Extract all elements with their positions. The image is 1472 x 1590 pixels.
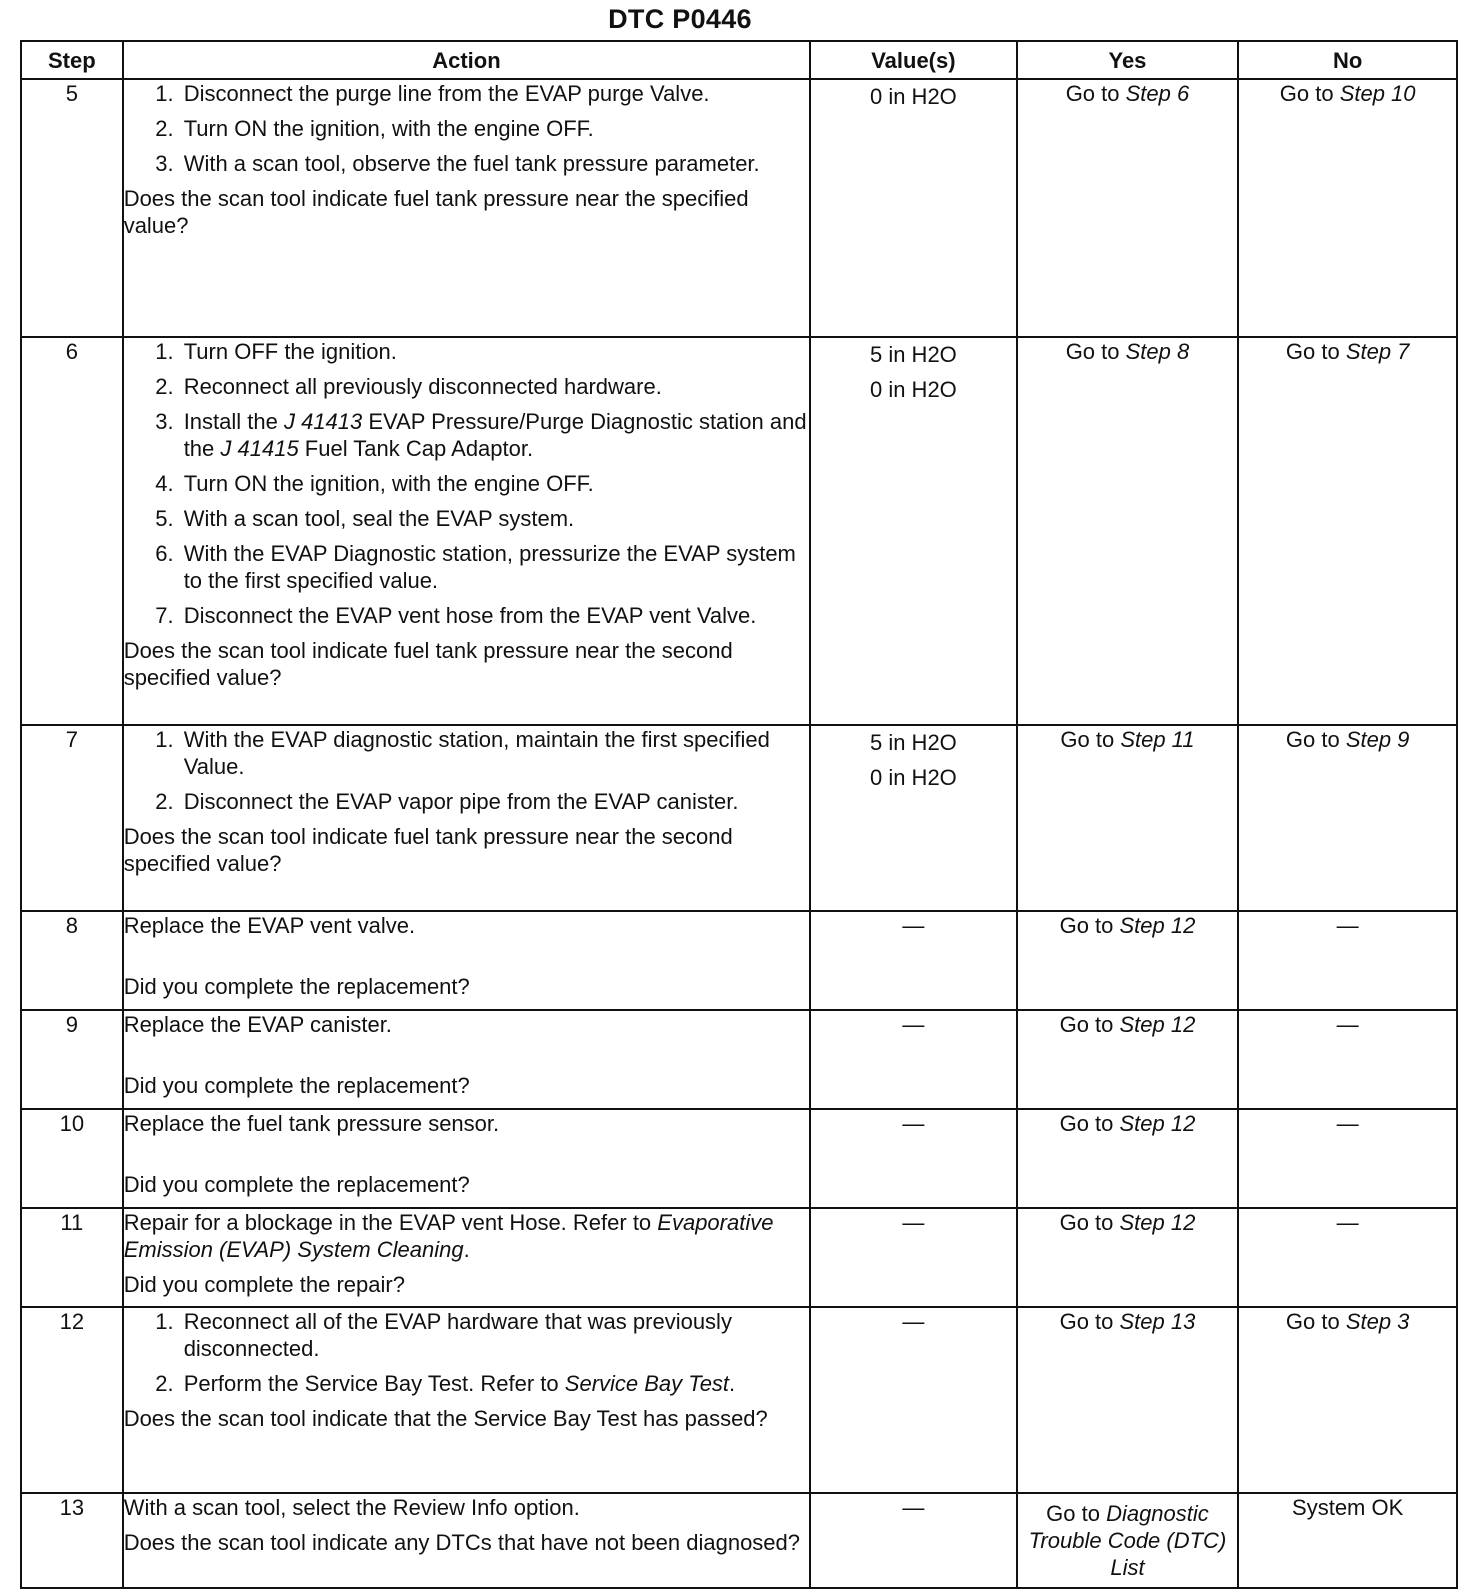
system-ok-text: System OK [1292,1495,1404,1520]
table-row [21,1208,1457,1307]
header-row [21,41,1457,79]
no-step-link[interactable]: Step 7 [1345,339,1410,364]
values-cell [810,1010,1016,1109]
no-cell [1238,725,1457,911]
yes-prefix: Go to [1046,1501,1107,1526]
header-yes: Yes [1017,41,1239,79]
yes-cell [1017,1109,1239,1208]
action-step: 7. Disconnect the EVAP vent hose from the EVAP vent Valve. [180,602,809,629]
value-dash: — [902,913,925,938]
yes-cell [1017,911,1239,1010]
step-number: 5 [21,79,123,337]
no-step-link[interactable]: Step 3 [1345,1309,1410,1334]
step-number: 11 [21,1208,123,1307]
step-number: 9 [21,1010,123,1109]
action-cell [123,911,810,1010]
step-text: EVAP Pressure/Purge Diagnostic station and the [183,409,807,461]
action-cell [123,1307,810,1493]
no-cell [1238,1109,1457,1208]
action-question: Does the scan tool indicate any DTCs that have not been diagnosed? [123,1530,801,1555]
value-dash: — [902,1210,925,1235]
no-cell [1238,911,1457,1010]
table-row [21,337,1457,725]
no-step-link[interactable]: Step 10 [1339,81,1416,106]
yes-cell [1017,1307,1239,1493]
value-text: 0 in H2O [869,377,957,402]
action-question: Does the scan tool indicate that the Service Bay Test has passed? [123,1406,768,1431]
table-row [21,1010,1457,1109]
no-dash: — [1336,1210,1359,1235]
table-row [21,725,1457,911]
no-cell [1238,79,1457,337]
yes-step-link[interactable]: Step 12 [1119,1210,1196,1235]
values-cell [810,1307,1016,1493]
action-cell [123,1010,810,1109]
values-cell [810,79,1016,337]
value-dash: — [902,1111,925,1136]
step-text: . [729,1371,736,1396]
step-text: Install the [183,409,284,434]
action-text-part: Repair for a blockage in the EVAP vent Hose. Refer to [123,1210,658,1235]
yes-cell [1017,79,1239,337]
action-text: With a scan tool, select the Review Info option. [123,1495,580,1520]
values-cell [810,337,1016,725]
yes-step-link[interactable]: Step 12 [1119,913,1196,938]
action-step: 2. Disconnect the EVAP vapor pipe from the EVAP canister. [180,788,809,815]
value-dash: — [902,1495,925,1520]
action-cell [123,725,810,911]
no-cell [1238,337,1457,725]
value-text: 5 in H2O [869,342,957,367]
yes-cell [1017,1493,1239,1588]
action-cell [123,1493,810,1588]
step-text: Perform the Service Bay Test. Refer to [183,1371,565,1396]
action-step: 2. Reconnect all previously disconnected hardware. [180,373,809,400]
table-row [21,1493,1457,1588]
yes-step-link[interactable]: Step 8 [1125,339,1190,364]
action-cell [123,337,810,725]
table-row [21,1307,1457,1493]
value-dash: — [902,1309,925,1334]
action-steps [124,726,809,815]
values-cell [810,911,1016,1010]
yes-prefix: Go to [1059,1111,1120,1136]
value-dash: — [902,1012,925,1037]
action-step: 4. Turn ON the ignition, with the engine OFF. [180,470,809,497]
yes-prefix: Go to [1060,727,1121,752]
yes-step-link[interactable]: Step 12 [1119,1111,1196,1136]
no-step-link[interactable]: Step 9 [1345,727,1410,752]
value-text: 5 in H2O [869,730,957,755]
action-cell [123,79,810,337]
action-step: 2. Turn ON the ignition, with the engine OFF. [180,115,809,142]
action-text-part: . [463,1237,470,1262]
step-number: 13 [21,1493,123,1588]
yes-cell [1017,1010,1239,1109]
values-cell [810,725,1016,911]
dtc-procedure-table [20,40,1458,1589]
yes-cell [1017,1208,1239,1307]
step-text: Fuel Tank Cap Adaptor. [298,436,534,461]
step-number: 7 [21,725,123,911]
action-text [124,1209,809,1263]
page-title: DTC P0446 [608,4,752,34]
no-dash: — [1336,1012,1359,1037]
yes-prefix: Go to [1065,339,1126,364]
step-number: 10 [21,1109,123,1208]
no-dash: — [1336,913,1359,938]
action-question: Did you complete the replacement? [123,1073,470,1098]
action-text: Replace the fuel tank pressure sensor. [123,1111,500,1136]
action-steps [124,1308,809,1397]
no-prefix: Go to [1285,727,1346,752]
action-text: Replace the EVAP canister. [123,1012,392,1037]
yes-prefix: Go to [1059,913,1120,938]
action-text: Replace the EVAP vent valve. [123,913,416,938]
action-question: Does the scan tool indicate fuel tank pressure near the specified value? [123,186,749,238]
dtc-list-link[interactable]: Diagnostic Trouble Code (DTC) List [1028,1501,1227,1580]
action-cell [123,1208,810,1307]
yes-prefix: Go to [1059,1012,1120,1037]
action-step: 5. With a scan tool, seal the EVAP system. [180,505,809,532]
tool-ref: J 41413 [283,409,363,434]
action-question: Did you complete the replacement? [123,974,470,999]
yes-step-link[interactable]: Step 12 [1119,1012,1196,1037]
no-dash: — [1336,1111,1359,1136]
table-row [21,79,1457,337]
header-step: Step [21,41,123,79]
no-cell [1238,1493,1457,1588]
no-cell [1238,1208,1457,1307]
reference-link[interactable]: Evaporative Emission (EVAP) System Cleaning [123,1210,774,1262]
action-question: Does the scan tool indicate fuel tank pressure near the second specified value? [123,824,733,876]
no-prefix: Go to [1285,1309,1346,1334]
step-number: 12 [21,1307,123,1493]
yes-step-link[interactable]: Step 6 [1125,81,1190,106]
action-steps [124,80,809,177]
action-step: 1. Disconnect the purge line from the EVAP purge Valve. [180,80,809,107]
values-cell [810,1208,1016,1307]
action-step: 3. With a scan tool, observe the fuel tank pressure parameter. [180,150,809,177]
table-row [21,1109,1457,1208]
yes-step-link[interactable]: Step 13 [1119,1309,1196,1334]
action-steps [124,338,809,629]
action-step: 6. With the EVAP Diagnostic station, pressurize the EVAP system to the first specified value. [180,540,809,594]
step-number: 8 [21,911,123,1010]
action-step: 1. With the EVAP diagnostic station, maintain the first specified Value. [180,726,809,780]
yes-prefix: Go to [1065,81,1126,106]
step-number: 6 [21,337,123,725]
no-cell [1238,1307,1457,1493]
header-action: Action [123,41,810,79]
action-step: 1. Turn OFF the ignition. [180,338,809,365]
reference-link[interactable]: Service Bay Test [564,1371,730,1396]
value-text: 0 in H2O [869,84,957,109]
header-values: Value(s) [810,41,1016,79]
yes-cell [1017,337,1239,725]
action-question: Did you complete the replacement? [123,1172,470,1197]
table-row [21,911,1457,1010]
yes-prefix: Go to [1059,1309,1120,1334]
action-step [180,408,809,462]
tool-ref: J 41415 [220,436,299,461]
action-cell [123,1109,810,1208]
no-prefix: Go to [1285,339,1346,364]
action-question: Did you complete the repair? [123,1272,405,1297]
action-step [180,1370,809,1397]
value-text: 0 in H2O [869,765,957,790]
values-cell [810,1493,1016,1588]
yes-step-link[interactable]: Step 11 [1120,727,1195,752]
no-cell [1238,1010,1457,1109]
values-cell [810,1109,1016,1208]
yes-cell [1017,725,1239,911]
header-no: No [1238,41,1457,79]
no-prefix: Go to [1279,81,1340,106]
yes-prefix: Go to [1059,1210,1120,1235]
action-question: Does the scan tool indicate fuel tank pressure near the second specified value? [123,638,733,690]
action-step: 1. Reconnect all of the EVAP hardware that was previously disconnected. [180,1308,809,1362]
